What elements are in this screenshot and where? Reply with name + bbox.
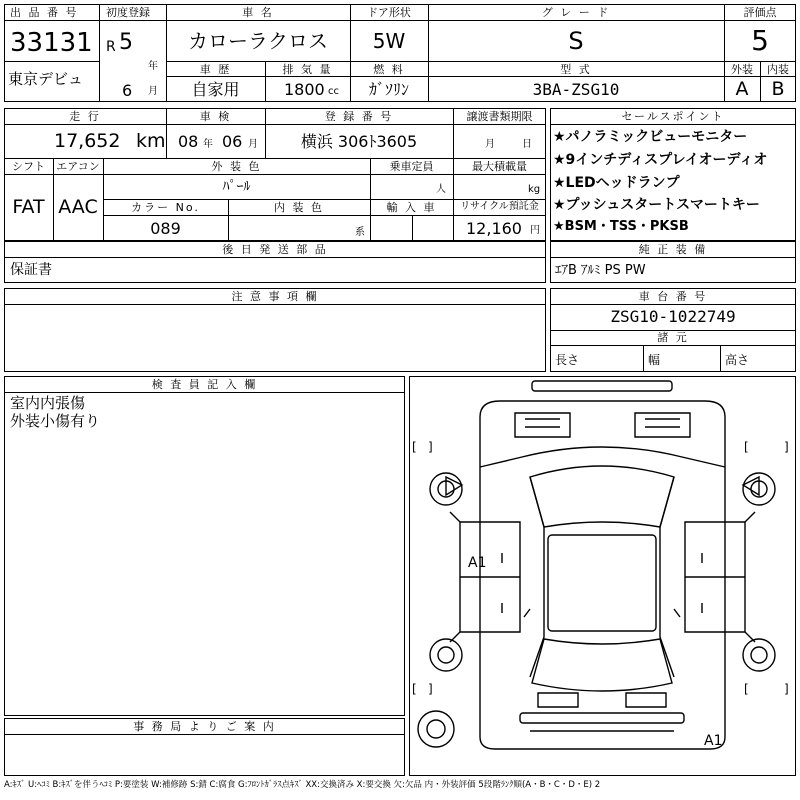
car-name-label: 車 名 — [242, 6, 274, 19]
sales-point-item: ★プッシュスタートスマートキー — [553, 197, 760, 213]
svg-text:[: [ — [744, 440, 749, 454]
height-label: 高さ — [725, 353, 750, 367]
displacement-unit: cc — [328, 86, 339, 97]
damage-mark-rear: A1 — [704, 733, 723, 749]
svg-text:[: [ — [744, 682, 749, 696]
legend: A:ｷｽﾞ U:ﾍｺﾐ B:ｷｽﾞを伴うﾍｺﾐ P:要塗装 W:補修跡 S:錆 C:腐食 G:ﾌﾛﾝﾄｶﾞﾗｽ点ｷｽﾞ XX:交換済み X:要交換 欠:欠品 内・外装評価 5段階ﾗﾝｸ順(A・B・C・D・E) 2 — [4, 780, 601, 790]
grade: S — [568, 27, 584, 55]
svg-text:[: [ — [412, 440, 417, 454]
inspection-year: 08 — [178, 132, 199, 151]
score-label: 評価点 — [743, 6, 777, 19]
import-label: 輸 入 車 — [386, 201, 437, 214]
plate-number: 横浜 306ﾄ3605 — [300, 132, 418, 151]
door-label: ドア形状 — [367, 6, 411, 19]
interior-color-label: 内 装 色 — [274, 201, 324, 214]
lot-number: 33131 — [10, 28, 93, 58]
mileage-unit: km — [136, 130, 166, 152]
history: 自家用 — [191, 80, 240, 99]
history-label: 車 歴 — [199, 63, 232, 76]
transfer-day-unit: 日 — [522, 139, 534, 150]
spec-label: 諸 元 — [657, 331, 689, 344]
svg-text:[: [ — [412, 682, 417, 696]
reg-month: 6 — [122, 81, 133, 100]
sales-points-label: セールスポイント — [621, 110, 725, 123]
recycle-unit: 円 — [530, 225, 540, 236]
door-type: 5W — [372, 29, 406, 53]
shift: FAT — [12, 196, 45, 218]
inspection-month-unit: 月 — [248, 139, 260, 150]
model-label: 型 式 — [560, 63, 592, 76]
color-no-label: カラー No. — [131, 201, 200, 214]
aircon-label: エアコン — [56, 160, 100, 173]
sales-point-item: ★LEDヘッドランプ — [553, 175, 680, 191]
sales-point-item: ★9インチディスプレイオーディオ — [553, 152, 768, 168]
grade-label: グ レ ー ド — [541, 6, 611, 19]
capacity-unit: 人 — [436, 184, 448, 195]
interior-label: 内装 — [767, 63, 789, 76]
aircon: AAC — [58, 196, 98, 218]
color-no: 089 — [150, 219, 181, 238]
model-code: 3BA-ZSG10 — [532, 80, 620, 99]
car-name: カローラクロス — [188, 29, 328, 53]
color-label: 外 装 色 — [211, 160, 262, 173]
svg-text:]: ] — [784, 440, 789, 454]
car-diagram-panel — [409, 376, 796, 776]
first-reg-label: 初度登録 — [106, 6, 150, 19]
genuine-equipment-value: ｴｱB ｱﾙﾐ PS PW — [555, 263, 646, 278]
chassis-label: 車 台 番 号 — [638, 290, 708, 303]
car-diagram — [410, 377, 795, 775]
inspector-note: 外装小傷有り — [10, 412, 101, 430]
length-label: 長さ — [555, 353, 580, 367]
mileage: 17,652 — [54, 130, 121, 152]
exterior-grade: A — [735, 78, 749, 100]
displacement: 1800 — [284, 80, 325, 99]
score: 5 — [751, 24, 769, 57]
later-parts-value: 保証書 — [10, 262, 52, 278]
load-unit: kg — [528, 184, 541, 195]
svg-text:]: ] — [784, 682, 789, 696]
plate-label: 登 録 番 号 — [324, 110, 394, 123]
venue: 東京デビュ — [8, 70, 84, 88]
reg-year-unit: 年 — [148, 61, 160, 72]
interior-color-unit: 系 — [355, 227, 367, 238]
load-label: 最大積載量 — [472, 160, 527, 173]
inspection-label: 車 検 — [199, 110, 232, 123]
svg-text:]: ] — [428, 440, 433, 454]
later-parts-label: 後 日 発 送 部 品 — [222, 243, 328, 256]
fuel-label: 燃 料 — [373, 63, 405, 76]
shift-label: シフト — [12, 160, 45, 173]
capacity-label: 乗車定員 — [389, 160, 434, 173]
notes-label: 注 意 事 項 欄 — [231, 290, 319, 303]
era: R — [106, 39, 116, 55]
transfer-month-unit: 月 — [485, 139, 497, 150]
reg-month-unit: 月 — [148, 86, 160, 97]
lot-number-label: 出 品 番 号 — [10, 6, 79, 19]
exterior-label: 外装 — [731, 63, 753, 76]
damage-mark-left: A1 — [468, 555, 487, 571]
sales-point-item: ★パノラミックビューモニター — [553, 129, 748, 145]
inspection-month: 06 — [222, 132, 243, 151]
inspection-year-unit: 年 — [203, 139, 215, 150]
svg-text:]: ] — [428, 682, 433, 696]
mileage-label: 走 行 — [69, 110, 101, 123]
recycle-fee: 12,160 — [466, 219, 522, 238]
inspector-label: 検 査 員 記 入 欄 — [151, 378, 258, 391]
displacement-label: 排 気 量 — [282, 63, 333, 76]
genuine-equipment-label: 純 正 装 備 — [638, 243, 708, 256]
recycle-label: リサイクル預託金 — [460, 201, 539, 212]
fuel: ｶﾞｿﾘﾝ — [368, 80, 409, 99]
sales-point-item: ★BSM・TSS・PKSB — [553, 219, 689, 234]
transfer-deadline-label: 譲渡書類期限 — [466, 110, 533, 123]
office-label: 事 務 局 よ り ご 案 内 — [133, 720, 276, 733]
width-label: 幅 — [648, 353, 661, 367]
interior-grade: B — [771, 78, 785, 100]
reg-year: 5 — [119, 30, 133, 55]
chassis-number: ZSG10-1022749 — [610, 307, 736, 326]
inspector-note: 室内内張傷 — [10, 394, 86, 412]
color: ﾊﾟｰﾙ — [222, 179, 251, 195]
